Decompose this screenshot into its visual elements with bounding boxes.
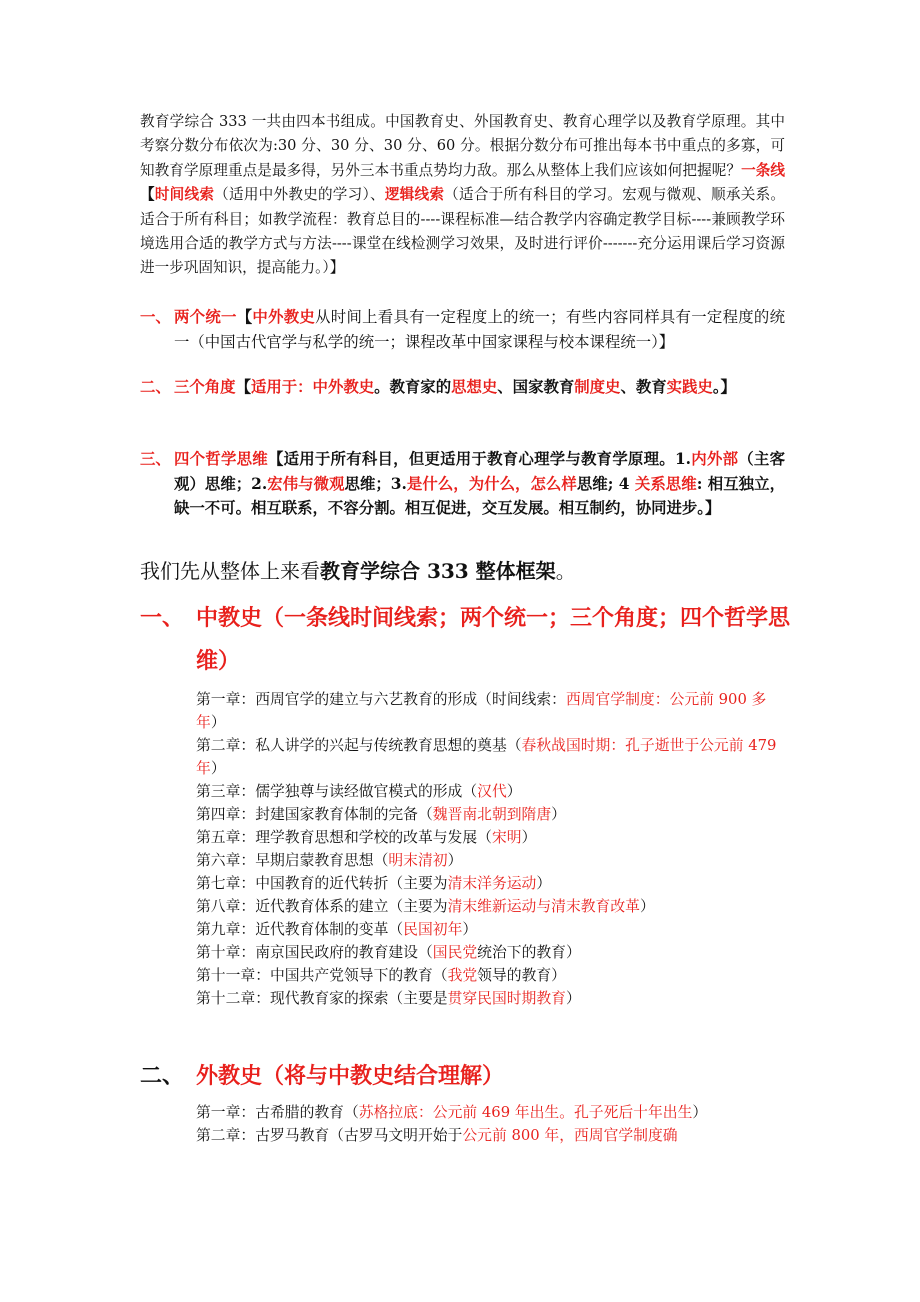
section-text: 从时间上看具有一定程度上的统一；有些内容同样具有一定程度的统一（中国古代官学与私学的统一；课程改革中国家课程与校本课程统一）】	[174, 308, 785, 351]
intro-paragraph	[140, 110, 785, 281]
applies-to: 适用于：中外教史	[250, 378, 375, 396]
lead-text: 我们先从整体上来看	[140, 559, 320, 583]
time-clue-note: （适用中外教史的学习）、	[214, 186, 385, 204]
chapter-item	[196, 1124, 786, 1147]
chapter-label: 第五章：理学教育思想和学校的改革与发展（	[196, 829, 492, 846]
chapter-label: 第四章：封建国家教育体制的完备（	[196, 806, 433, 823]
inner-outer: 内外部	[691, 450, 739, 468]
heading-foreign-history	[140, 1055, 790, 1098]
chapter-tail: ）	[521, 829, 537, 846]
what-why-how: 是什么，为什么，怎么样	[406, 474, 577, 493]
chapter-item	[196, 803, 786, 826]
bracket-open: 【	[140, 186, 155, 204]
chapter-tail: ）	[536, 875, 552, 892]
chapter-tail: ）	[506, 783, 522, 800]
section-title: 四个哲学思维	[174, 450, 268, 468]
chapter-note: 汉代	[477, 783, 507, 800]
section-four-philosophies	[140, 447, 785, 521]
chapter-tail: ）	[447, 852, 463, 869]
chapter-label: 第七章：中国教育的近代转折（主要为	[196, 875, 448, 892]
chapter-tail: ）	[565, 990, 581, 1007]
chapter-label: 第九章：近代教育体制的变革（	[196, 921, 404, 938]
lead-bold: 教育学综合 333 整体框架	[320, 559, 556, 583]
text-fragment: 。教育家的	[374, 378, 452, 396]
chapter-label: 第八章：近代教育体系的建立（主要为	[196, 898, 448, 915]
chapter-item	[196, 780, 786, 803]
text-fragment: 、国家教育	[497, 378, 575, 396]
heading-title: 外教史（将与中教史结合理解）	[196, 1064, 505, 1089]
logic-clue-note: （适合于所有科目的学习。宏观与微观、顺承关系。适合于所有科目；如教学流程：教育总目的----课程标准—结合教学内容确定教学目标----兼顾教学环境选用合适的教学方式与方法----课堂在线检测学习效果，及时进行评价-------充分运用课后学习资源进一步巩固知识，提高能力。）】	[140, 186, 785, 277]
chapter-item	[196, 872, 786, 895]
thought-history: 思想史	[451, 378, 498, 396]
chapter-item	[196, 918, 786, 941]
framework-lead	[140, 556, 785, 586]
chapter-note: 公元前 800 年，西周官学制度确	[462, 1127, 678, 1144]
bracket-open: 【	[235, 378, 251, 396]
lead-text: 。	[555, 559, 576, 583]
chapter-note: 春秋战国时期：孔子逝世于公元前 479 年	[196, 737, 777, 777]
chapter-label: 第二章：古罗马教育（古罗马文明开始于	[196, 1127, 463, 1144]
chapter-label: 第二章：私人讲学的兴起与传统教育思想的奠基（	[196, 737, 522, 754]
chapter-tail: ）	[210, 760, 226, 777]
chapter-tail: ）	[692, 1104, 708, 1121]
chapter-tail: ）	[210, 714, 226, 731]
chapter-note: 西周官学制度：公元前 900 多年	[196, 691, 767, 731]
chapter-note: 明末清初	[388, 852, 448, 869]
heading-number: 一、	[140, 606, 185, 631]
chapter-note: 我党	[447, 967, 478, 984]
text-fragment: 、教育	[620, 378, 667, 396]
heading-number: 二、	[140, 1064, 185, 1089]
chapter-note: 贯穿民国时期教育	[447, 990, 566, 1007]
chapter-tail: 领导的教育）	[477, 967, 566, 984]
time-clue-label: 时间线索	[154, 186, 215, 204]
bracket-open: 【	[236, 308, 253, 326]
chapter-note: 宋明	[491, 829, 522, 846]
logic-clue-label: 逻辑线索	[384, 186, 445, 204]
chapter-item	[196, 895, 786, 918]
chapter-note: 民国初年	[403, 921, 463, 938]
macro-micro: 宏伟与微观	[267, 474, 345, 493]
relation-thinking: 关系思维	[634, 474, 697, 493]
intro-text: 教育学综合 333 一共由四本书组成。中国教育史、外国教育史、教育心理学以及教育学原理。其中考察分数分布依次为:30 分、30 分、30 分、60 分。根据分数分布可推出每本书中重点的多寡，可知教育学原理重点是最多得，另外三本书重点势均力敌。那么从整体上我们应该如何把握呢？	[140, 113, 785, 179]
chapter-label: 第一章：西周官学的建立与六艺教育的形成（时间线索：	[196, 691, 566, 708]
chapter-tail: ）	[462, 921, 478, 938]
chapter-note: 清末洋务运动	[447, 875, 537, 892]
text-fragment: 思维；3.	[344, 474, 407, 493]
text-fragment: : 相互独立，缺一不可。相互联系，不容分割。相互促进，交互发展。相互制约，协同进步。】	[174, 474, 785, 517]
chapter-tail: ）	[551, 806, 566, 823]
section-number: 二、	[140, 378, 171, 396]
system-history: 制度史	[574, 378, 621, 396]
text-fragment: （主客观）思维；2.	[174, 450, 785, 493]
heading-chinese-history	[140, 597, 790, 683]
chapter-item	[196, 964, 786, 987]
chapter-item	[196, 734, 786, 780]
chapter-note: 魏晋南北朝到隋唐	[432, 806, 552, 823]
section-title: 三个角度	[174, 378, 236, 396]
chapter-label: 第三章：儒学独尊与读经做官模式的形成（	[196, 783, 478, 800]
section-two-unities	[140, 305, 785, 354]
text-fragment: 【适用于所有科目，但更适用于教育心理学与教育学原理。1.	[267, 450, 692, 468]
heading-title: 中教史（一条线时间线索；两个统一；三个角度；四个哲学思维）	[196, 606, 791, 674]
chapter-item	[196, 849, 786, 872]
chapter-label: 第十一章：中国共产党领导下的教育（	[196, 967, 448, 984]
practice-history: 实践史	[666, 378, 713, 396]
chapter-tail: ）	[639, 898, 655, 915]
chapter-tail: 统治下的教育）	[477, 944, 581, 961]
one-line-label: 一条线	[741, 161, 785, 179]
chapter-item	[196, 688, 786, 734]
text-fragment: 思维; 4	[576, 474, 635, 493]
chapter-label: 第十二章：现代教育家的探索（主要是	[196, 990, 448, 1007]
section-number: 一、	[140, 308, 171, 326]
foreign-history-chapters	[196, 1101, 786, 1147]
section-title: 两个统一	[174, 308, 237, 326]
section-three-angles	[140, 375, 785, 400]
chapter-label: 第十章：南京国民政府的教育建设（	[196, 944, 433, 961]
chapter-item	[196, 1101, 786, 1124]
chapter-label: 第一章：古希腊的教育（	[196, 1104, 359, 1121]
chapter-item	[196, 941, 786, 964]
chapter-note: 清末维新运动与清末教育改革	[447, 898, 640, 915]
section-highlight: 中外教史	[252, 308, 316, 326]
chapter-label: 第六章：早期启蒙教育思想（	[196, 852, 389, 869]
chapter-item	[196, 826, 786, 849]
chapter-note: 国民党	[432, 944, 478, 961]
chapter-item	[196, 987, 786, 1010]
chapter-note: 苏格拉底：公元前 469 年出生。孔子死后十年出生	[358, 1104, 693, 1121]
chinese-history-chapters	[196, 688, 786, 1010]
section-number: 三、	[140, 450, 171, 468]
text-fragment: 。】	[712, 378, 736, 396]
